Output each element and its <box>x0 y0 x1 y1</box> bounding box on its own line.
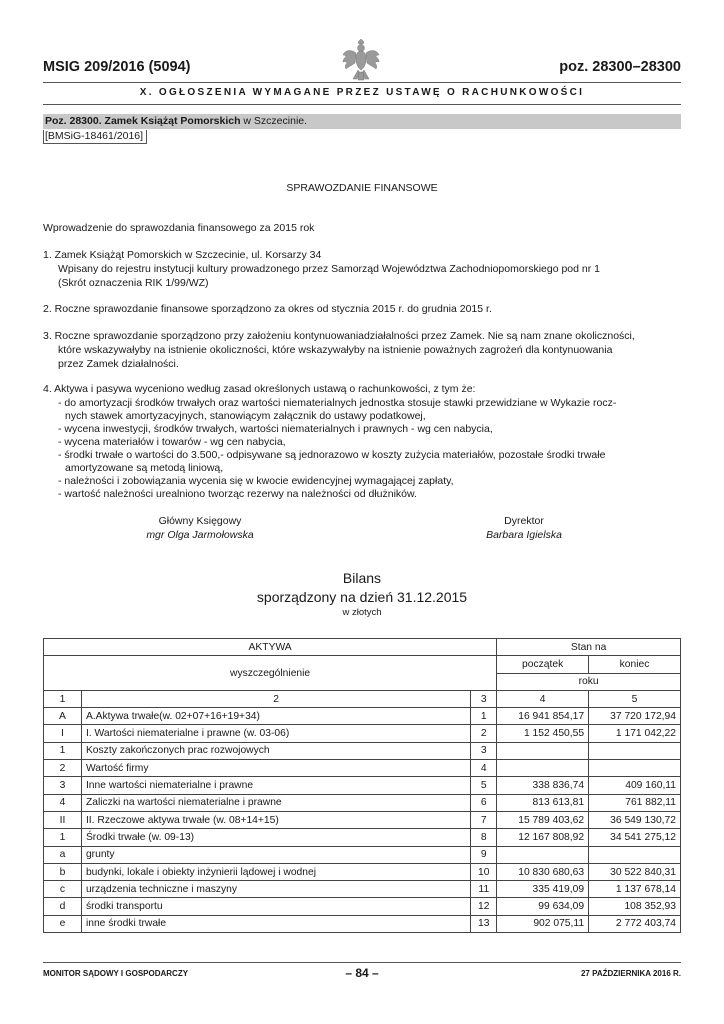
row-value-start <box>497 742 589 759</box>
column-number: 2 <box>81 690 470 707</box>
column-number: 5 <box>589 690 681 707</box>
row-value-end: 1 171 042,22 <box>589 725 681 742</box>
row-line-number: 9 <box>471 846 497 863</box>
row-value-start <box>497 760 589 777</box>
row-line-number: 10 <box>471 863 497 880</box>
row-lp: 1 <box>44 742 82 759</box>
point-4-line-3: nych stawek amortyzacyjnych, stanowiącym załącznik do ustawy podatkowej, <box>65 410 426 422</box>
point-4-line-2: - do amortyzacji środków trwałych oraz wartości niematerialnych jednostka stosuje stawki przewidziane w Wykazie rocz- <box>58 397 617 409</box>
row-name: Zaliczki na wartości niematerialne i prawne <box>81 794 470 811</box>
row-value-start: 813 613,81 <box>497 794 589 811</box>
row-name: Wartość firmy <box>81 760 470 777</box>
row-value-end: 30 522 840,31 <box>589 863 681 880</box>
row-value-end: 409 160,11 <box>589 777 681 794</box>
balance-unit: w złotych <box>342 607 382 618</box>
row-value-start: 1 152 450,55 <box>497 725 589 742</box>
point-4-line-5: - wycena materiałów i towarów - wg cen nabycia, <box>58 436 286 448</box>
row-line-number: 7 <box>471 811 497 828</box>
page-number: – 84 – <box>345 966 379 980</box>
row-value-start: 16 941 854,17 <box>497 708 589 725</box>
header-rule <box>43 82 681 83</box>
column-number: 3 <box>471 690 497 707</box>
position-label: Poz. 28300. Zamek Książąt Pomorskich <box>45 115 241 127</box>
point-4-line-7: amortyzowane są metodą liniową, <box>65 462 224 474</box>
row-lp: a <box>44 846 82 863</box>
table-row <box>44 898 681 915</box>
row-lp: II <box>44 811 82 828</box>
point-4-line-6: - środki trwałe o wartości do 3.500,- odpisywane są jednorazowo w koszty zużycia materiałów, pozostałe środki trwałe <box>58 449 606 461</box>
row-name: budynki, lokale i obiekty inżynierii lądowej i wodnej <box>81 863 470 880</box>
header-aktywa: AKTYWA <box>44 639 497 656</box>
header-stan-na: Stan na <box>497 639 681 656</box>
row-name: Inne wartości niematerialne i prawne <box>81 777 470 794</box>
row-lp: A <box>44 708 82 725</box>
row-lp: d <box>44 898 82 915</box>
position-bar <box>43 114 681 129</box>
row-value-start: 902 075,11 <box>497 915 589 932</box>
table-header-row <box>44 639 681 656</box>
position-city: w Szczecinie. <box>240 115 308 127</box>
row-value-end <box>589 846 681 863</box>
table-row <box>44 777 681 794</box>
point-3-line-3: przez Zamek działalności. <box>58 358 179 370</box>
row-line-number: 8 <box>471 829 497 846</box>
table-row <box>44 915 681 932</box>
row-lp: 2 <box>44 760 82 777</box>
row-name: inne środki trwałe <box>81 915 470 932</box>
row-lp: 4 <box>44 794 82 811</box>
table-row <box>44 742 681 759</box>
point-1-line-1: 1. Zamek Książąt Pomorskich w Szczecinie, ul. Korsarzy 34 <box>43 249 322 261</box>
row-value-end: 1 137 678,14 <box>589 881 681 898</box>
row-name: II. Rzeczowe aktywa trwałe (w. 08+14+15) <box>81 811 470 828</box>
balance-title: Bilans <box>342 570 382 586</box>
row-lp: 3 <box>44 777 82 794</box>
balance-table <box>43 638 681 933</box>
point-4-line-9: - wartość należności urealniono tworząc rezerwy na należności od dłużników. <box>58 488 417 500</box>
column-number: 1 <box>44 690 82 707</box>
signature-accountant-title: Główny Księgowy <box>158 515 242 527</box>
point-1-line-3: (Skrót oznaczenia RIK 1/99/WZ) <box>58 277 209 289</box>
row-line-number: 6 <box>471 794 497 811</box>
row-name: I. Wartości niematerialne i prawne (w. 03-06) <box>81 725 470 742</box>
table-row <box>44 863 681 880</box>
row-line-number: 5 <box>471 777 497 794</box>
column-number: 4 <box>497 690 589 707</box>
section-rule <box>43 104 681 105</box>
table-row <box>44 811 681 828</box>
row-name: grunty <box>81 846 470 863</box>
row-lp: 1 <box>44 829 82 846</box>
eagle-emblem-icon <box>342 38 380 82</box>
row-value-end: 36 549 130,72 <box>589 811 681 828</box>
row-line-number: 13 <box>471 915 497 932</box>
row-line-number: 4 <box>471 760 497 777</box>
row-name: urządzenia techniczne i maszyny <box>81 881 470 898</box>
footer-publication: MONITOR SĄDOWY I GOSPODARCZY <box>43 969 189 978</box>
row-value-start <box>497 846 589 863</box>
row-value-start: 15 789 403,62 <box>497 811 589 828</box>
table-row <box>44 829 681 846</box>
table-row <box>44 881 681 898</box>
row-line-number: 12 <box>471 898 497 915</box>
row-value-start: 12 167 808,92 <box>497 829 589 846</box>
table-header-row <box>44 656 681 673</box>
row-name: środki transportu <box>81 898 470 915</box>
row-name: A.Aktywa trwałe(w. 02+07+16+19+34) <box>81 708 470 725</box>
row-value-start: 338 836,74 <box>497 777 589 794</box>
row-line-number: 11 <box>471 881 497 898</box>
point-4-line-4: - wycena inwestycji, środków trwałych, wartości niematerialnych i prawnych - wg cen nabycia, <box>58 423 493 435</box>
table-row <box>44 794 681 811</box>
position-range: poz. 28300–28300 <box>559 59 681 75</box>
point-2: 2. Roczne sprawozdanie finansowe sporządzono za okres od stycznia 2015 r. do grudnia 2015 r. <box>43 303 492 315</box>
section-title: X. OGŁOSZENIA WYMAGANE PRZEZ USTAWĘ O RACHUNKOWOŚCI <box>139 87 585 98</box>
signature-director-name: Barbara Igielska <box>486 529 562 541</box>
table-row <box>44 725 681 742</box>
header-roku: roku <box>497 673 681 690</box>
row-value-start: 10 830 680,63 <box>497 863 589 880</box>
header-poczatek: początek <box>497 656 589 673</box>
row-lp: I <box>44 725 82 742</box>
point-3-line-2: które wskazywałyby na istnienie okoliczności, które wskazywałyby na istnienie poważnych zagrożeń dla kontynuowania <box>58 344 613 356</box>
footer-rule <box>43 962 681 963</box>
intro-text: Wprowadzenie do sprawozdania finansowego za 2015 rok <box>43 222 315 234</box>
row-value-end: 108 352,93 <box>589 898 681 915</box>
balance-subtitle: sporządzony na dzień 31.12.2015 <box>256 589 468 605</box>
row-value-end: 37 720 172,94 <box>589 708 681 725</box>
header-wyszczegolnienie: wyszczególnienie <box>44 656 497 691</box>
row-value-end <box>589 742 681 759</box>
row-value-end: 34 541 275,12 <box>589 829 681 846</box>
signature-director-title: Dyrektor <box>504 515 544 527</box>
row-value-end: 761 882,11 <box>589 794 681 811</box>
row-value-end: 2 772 403,74 <box>589 915 681 932</box>
row-line-number: 3 <box>471 742 497 759</box>
row-line-number: 2 <box>471 725 497 742</box>
table-row <box>44 846 681 863</box>
row-line-number: 1 <box>471 708 497 725</box>
position-reference: [BMSiG-18461/2016] <box>43 130 147 144</box>
point-4-line-1: 4. Aktywa i pasywa wyceniono według zasad określonych ustawą o rachunkowości, z tym że: <box>43 383 476 395</box>
footer-date: 27 PAŹDZIERNIKA 2016 R. <box>580 969 681 978</box>
table-number-row <box>44 690 681 707</box>
point-4-line-8: - należności i zobowiązania wycenia się w kwocie ewidencyjnej wymagającej zapłaty, <box>58 475 454 487</box>
issue-number: MSIG 209/2016 (5094) <box>43 59 191 75</box>
row-lp: e <box>44 915 82 932</box>
header-koniec: koniec <box>589 656 681 673</box>
document-title: SPRAWOZDANIE FINANSOWE <box>286 182 438 194</box>
signature-accountant-name: mgr Olga Jarmołowska <box>146 529 254 541</box>
point-1-line-2: Wpisany do rejestru instytucji kultury prowadzonego przez Samorząd Województwa Zachodniopomorskiego pod nr 1 <box>58 263 600 275</box>
row-value-start: 335 419,09 <box>497 881 589 898</box>
row-value-end <box>589 760 681 777</box>
row-name: Środki trwałe (w. 09-13) <box>81 829 470 846</box>
row-value-start: 99 634,09 <box>497 898 589 915</box>
table-row <box>44 760 681 777</box>
point-3-line-1: 3. Roczne sprawozdanie sporządzono przy założeniu kontynuowaniadziałalności przez Zamek. Nie są nam znane okoliczności, <box>43 330 635 342</box>
row-name: Koszty zakończonych prac rozwojowych <box>81 742 470 759</box>
row-lp: c <box>44 881 82 898</box>
row-lp: b <box>44 863 82 880</box>
table-row <box>44 708 681 725</box>
